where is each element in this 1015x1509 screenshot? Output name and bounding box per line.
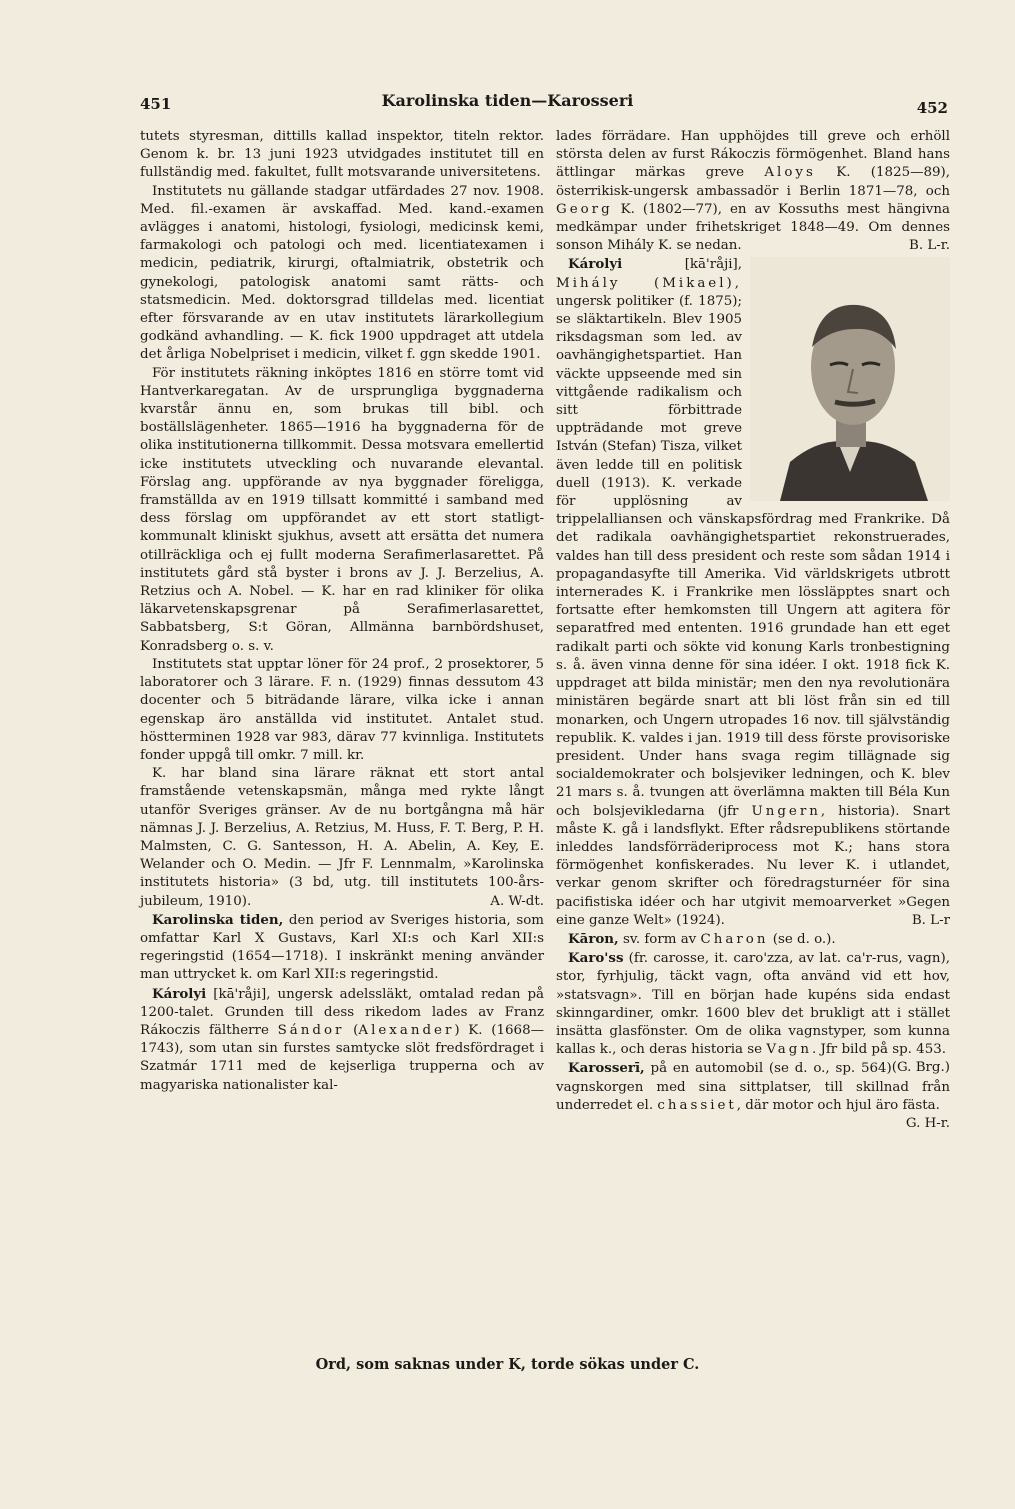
entry-karolinska-tiden [140,911,544,985]
entry-karosseri [556,1059,950,1131]
entry-headword: Károlyi [152,985,207,1002]
paragraph: tutets styresman, dittills kallad inspektor, titeln rektor. Genom k. br. 13 juni 1923 utvidgades institutet till en fullständig med. fakultet, fullt motsvarande universitetens. [140,129,544,181]
entry-headword: Karosserī, [568,1060,645,1077]
entry-text: på en automobil (se d. o., sp. 564) vagnskorgen med sina sittplatser, till skillnad från underredet el. [556,1061,950,1113]
paragraph [556,128,950,255]
spaced-name: chassiet [657,1097,737,1113]
entry-text: sv. form av [622,931,697,947]
paragraph: Institutets stat upptar löner för 24 prof., 2 prosektorer, 5 laboratorer och 3 lärare. F. n. (1929) finnas dessutom 43 docenter och 5 biträdande lärare, vilka icke i annan egenskap äro anställda vid institutet. Antalet stud. höstterminen 1928 var 983, därav 77 kvinnliga. Institutets fonder uppgå till omkr. 7 mill. kr. [140,656,544,763]
page-header [0,91,1015,115]
entry-karolyi-family [140,985,544,1095]
author-signature: (G. Brg.) [891,1060,950,1076]
entry-text: [kā'råji], ungersk adelssläkt, omtalad redan på 1200-talet. Grunden till dess rikedom lades av Franz Rákoczis fältherre [140,986,544,1038]
spaced-name: Vagn [766,1042,812,1058]
left-column [140,128,544,1095]
spaced-name: Georg [556,201,613,217]
entry-text: K. (1802—77), en av Kossuths mest hängivna medkämpar under frihetskriget 1848—49. Om dennes sonson Mihály K. se nedan. [556,201,950,254]
spaced-name: Sándor [277,1022,345,1038]
paragraph-text: K. har bland sina lärare räknat ett stort antal framstående vetenskapsmän, många med rykte långt utanför Sveriges gränser. Av de nu bortgångna må här nämnas J. J. Berzelius, A. Retzius, M. Huss, F. T. Berg, P. H. Malmsten, C. G. Santesson, H. A. Abelin, A. Key, E. Welander och O. Medin. — Jfr F. Lennmalm, »Karolinska institutets historia» (3 bd, utg. till institutets 100-års-jubileum, 1910). [140,766,544,909]
page-number-left: 451 [140,95,172,113]
right-column [556,128,950,1133]
entry-text: K. (1825—89), österrikisk-ungersk ambassadör i Berlin 1871—78, och [556,165,951,199]
spaced-name: Mihály [556,275,621,291]
spaced-name: Ungern [751,803,821,819]
paragraph: Institutets nu gällande stadgar utfärdades 27 nov. 1908. Med. fil.-examen är avskaffad. Med. kand.-examen avlägges i anatomi, histologi, fysiologi, medicinsk kemi, farmakologi och patologi och med. licentiatexamen i medicin, pediatrik, kirurgi, oftalmiatrik, obstetrik och gynekologi, patologisk anatomi samt rätts- och statsmedicin. Med. doktorsgrad tilldelas med. licentiat efter försvarande av en utav institutets lärarkollegium godkänd avhandling. — K. fick 1900 uppdraget att utdela det årliga Nobelpriset i medicin, vilket f. ggn skedde 1901. [140,183,544,363]
paragraph [140,765,544,911]
footer-note: Ord, som saknas under K, torde sökas under C. [315,1356,700,1373]
entry-text: (se d. o.). [772,931,836,947]
spaced-name: Charon [700,931,769,947]
spaced-name: Alexander [358,1022,455,1038]
entry-text: ) K. (1668—1743), som utan sin furstes samtycke slöt fredsfördraget i Szatmár 1711 med de kejserliga trupperna och av magyariska nationalister kal- [140,1022,544,1093]
entry-karon [556,930,950,949]
entry-headword: Karolinska tiden, [152,911,284,928]
entry-text: , historia). Snart måste K. gå i landsflykt. Efter rådsrepublikens störtande inleddes landsförräderiprocess mot K.; hans stora förmögenhet konfiskerades. Nu lever K. i utlandet, verkar genom skrifter och föredragsturnéer för sina pacifistiska idéer och har utgivit memoarverket »Gegen eine ganze Welt» (1924). [556,803,951,928]
paragraph: För institutets räkning inköptes 1816 en större tomt vid Hantverkaregatan. Av de ursprungliga byggnaderna kvarstår ännu en, som brukas till bibl. och boställslägenheter. 1865—1916 ha byggnaderna för de olika institutionerna tillkommit. Dessa motsvara emellertid icke institutets utveckling och nuvarande elevantal. Förslag ang. uppförande av nya byggnader föreligga, framställda av en 1919 tillsatt kommitté i samband med dess förslag om uppförandet av ett stort statligt-kommunalt kliniskt sjukhus, avsett att ersätta det numera otillräckliga och ej fullt moderna Serafimerlasarettet. På institutets gård stå byster i brons av J. J. Berzelius, A. Retzius och A. Nobel. — K. har en rad kliniker för olika läkarvetenskapsgrenar på Serafimerlasarettet, Sabbatsberg, S:t Göran, Allmänna barnbördshuset, Konradsberg o. s. v. [140,365,544,654]
entry-text: den period av Sveriges historia, som omfattar Karl X Gustavs, Karl XI:s och Karl XII:s regeringstid (1654—1718). I inskränkt mening använder man uttrycket k. om Karl XII:s regeringstid. [140,912,544,983]
author-signature: B. L-r. [909,238,950,254]
entry-headword: Kāron, [568,930,619,947]
entry-text: ( [353,1022,359,1038]
author-signature: A. W-dt. [490,893,544,909]
entry-text: (fr. carosse, it. caro'zza, av lat. ca'r-rus, vagn), stor, fyrhjulig, täckt vagn, ofta använd vid ett hov, »statsvagn». Till en början hade kupéns sida endast skinngardiner, omkr. 1600 blev det brukligt att i stället insätta glasfönster. Om de olika vagnstyper, som kunna kallas k., och deras historia se [556,951,950,1058]
author-signature: G. H-r. [905,1115,950,1131]
entry-text: . Jfr bild på sp. 453. [811,1042,946,1058]
spaced-name: (Mikael), [653,275,742,291]
portrait-photo-icon [750,257,950,501]
entry-text: [kā'råji], [684,257,742,273]
author-signature: B. L-r [911,912,950,928]
entry-text: ungersk politiker (f. 1875); se släktartikeln. Blev 1905 riksdagsman som led. av oavhängighetspartiet. Han väckte uppseende med sin vittgående radikalism och sitt förbittrade uppträdande mot greve István (Stefan) Tisza, vilket även ledde till en politisk duell (1913). K. verkade för upplösning av trippelalliansen och vänskapsfördrag med Frankrike. Då det radikala oavhängighetspartiet rekonstruerades, valdes han till dess president och reste som sådan 1914 i propagandasyfte till Amerika. Vid världskrigets utbrott internerades K. i Frankrike men lössläpptes snart och fortsatte efter hemkomsten till Ungern att agitera för separatfred med ententen. 1916 grundade han ett eget radikalt parti och sökte vid konung Karls tronbestigning s. å. även vinna denne för sina idéer. I okt. 1918 fick K. uppdraget att bilda ministär; men den nya revolutionära ministären begärde snart att bli löst från sin ed till monarken, och Ungern utropades 16 nov. till självständig republik. K. valdes i jan. 1919 till dess förste provisoriske president. Under hans svaga regim tillägnade sig socialdemokrater och bolsjeviker ledningen, och K. blev 21 mars s. å. tvungen att överlämna makten till Béla Kun och bolsjevikledarna (jfr [556,293,950,819]
running-title: Karolinska tiden—Karosseri [381,91,634,110]
spaced-name: Aloys [764,165,816,181]
entry-text: , där motor och hjul äro fästa. [736,1097,940,1113]
entry-headword: Károlyi [568,256,623,273]
entry-text: lades förrädare. Han upphöjdes till greve och erhöll största delen av furst Rákoczis förmögenhet. Bland hans ättlingar märkas greve [556,129,950,181]
entry-headword: Karo'ss [568,950,624,967]
entry-mihaly-karolyi [556,255,950,930]
page-number-right: 452 [916,99,948,117]
